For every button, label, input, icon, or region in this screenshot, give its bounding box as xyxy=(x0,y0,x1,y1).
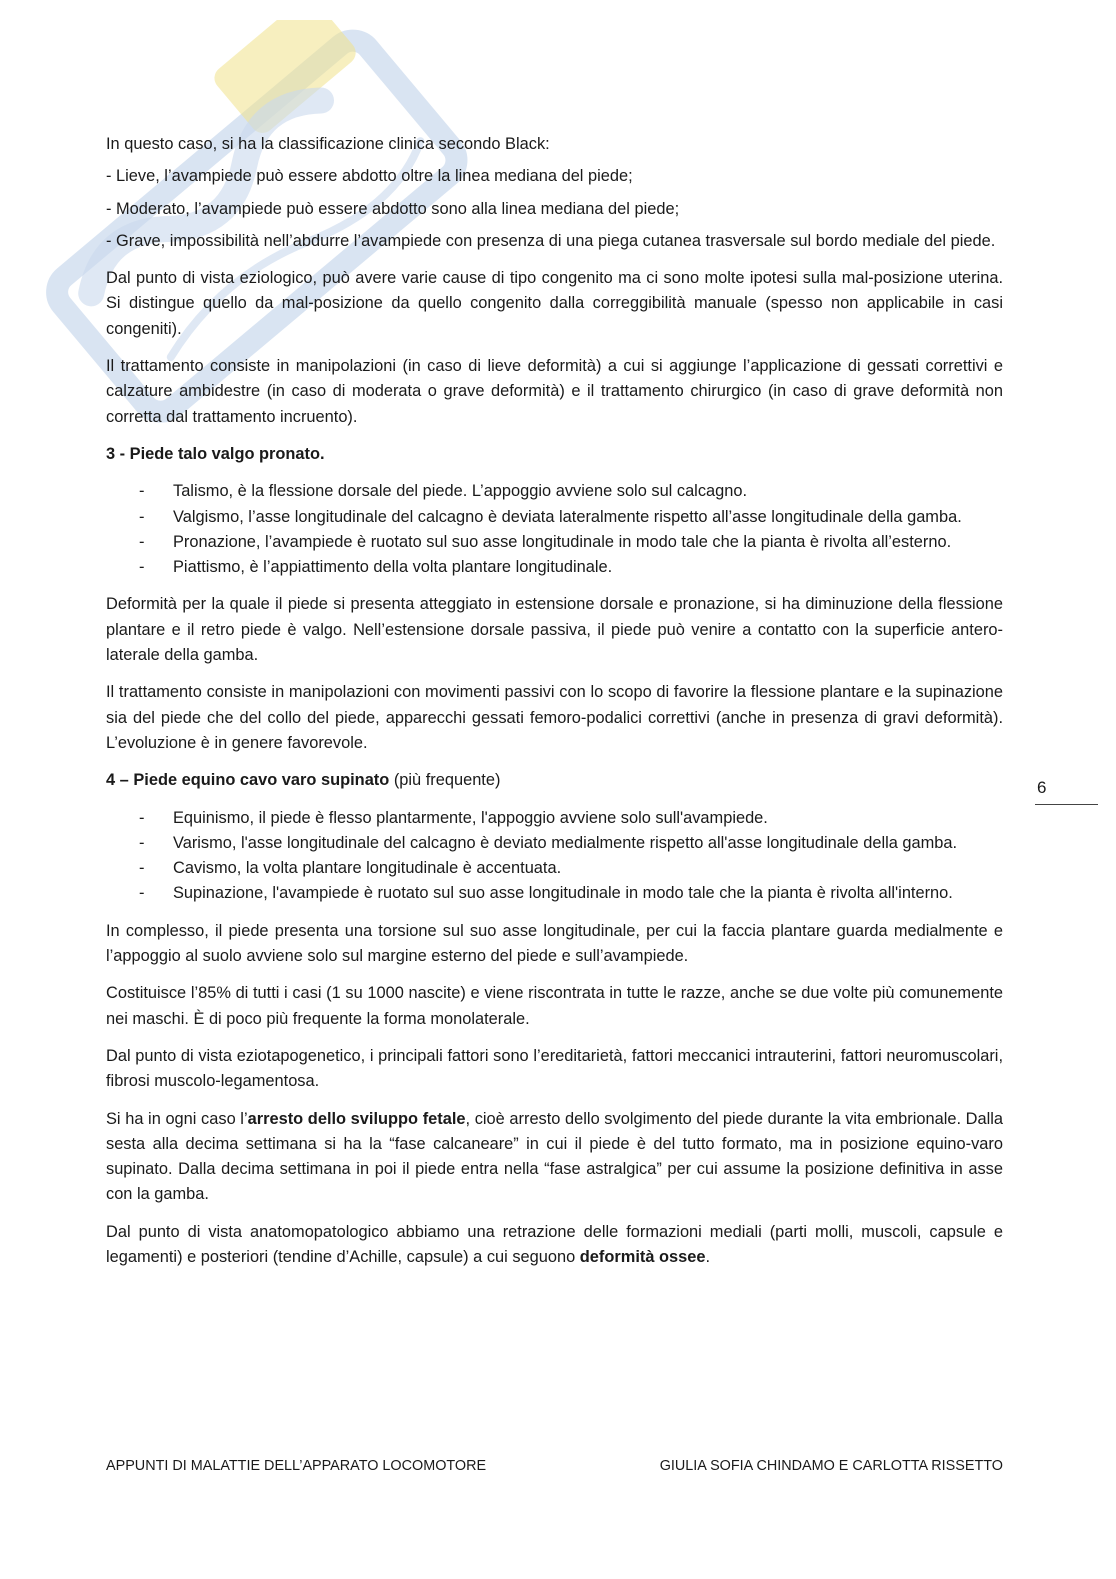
paragraph-anatomopatologico: Dal punto di vista anatomopatologico abbiamo una retrazione delle formazioni mediali (parti molli, muscoli, capsule e legamenti) e posteriori (tendine d’Achille, capsule) a cui seguono deformità ossee. xyxy=(106,1222,1003,1266)
page-number-rule xyxy=(1035,804,1098,805)
list-dash: - xyxy=(139,808,145,827)
paragraph-eziologico: Dal punto di vista eziologico, può avere varie cause di tipo congenito ma ci sono molte ipotesi sulla mal-posizione uterina. Si distingue quello da mal-posizione da quello congenito dalla correggibilità manuale (spesso non applicabile in casi congeniti). xyxy=(106,269,1003,338)
list-dash: - xyxy=(139,833,145,852)
list-dash: - xyxy=(139,482,145,501)
intro-paragraph: In questo caso, si ha la classificazione clinica secondo Black: xyxy=(106,135,550,153)
section-4-list xyxy=(106,806,1003,907)
black-item-lieve: - Lieve, l’avampiede può essere abdotto oltre la linea mediana del piede; xyxy=(106,167,633,186)
list-item: - Varismo, l'asse longitudinale del calcagno è deviato medialmente rispetto all'asse longitudinale della gamba. xyxy=(106,831,1003,856)
list-dash: - xyxy=(139,532,145,551)
section-3-heading: 3 - Piede talo valgo pronato. xyxy=(106,444,325,463)
paragraph-eziotapogenetico: Dal punto di vista eziotapogenetico, i principali fattori sono l’ereditarietà, fattori meccanici intrauterini, fattori neuromuscolari, fibrosi muscolo-legamentosa. xyxy=(106,1046,1003,1091)
list-item: - Supinazione, l'avampiede è ruotato sul suo asse longitudinale in modo tale che la pianta è rivolta all'interno. xyxy=(106,881,1003,906)
list-item: - Valgismo, l’asse longitudinale del calcagno è deviata lateralmente rispetto all’asse longitudinale della gamba. xyxy=(106,505,1003,530)
list-dash: - xyxy=(139,507,145,526)
paragraph-arresto: Si ha in ogni caso l’arresto dello sviluppo fetale, cioè arresto dello svolgimento del piede durante la vita embrionale. Dalla sesta alla decima settimana si ha la “fase calcaneare” in cui il piede è del tutto formato, ma in posizione equino-varo supinato. Dalla decima settimana in poi il piede entra nella “fase astralgica” per cui assume la posizione definitiva in asse con la gamba. xyxy=(106,1109,1003,1204)
list-dash: - xyxy=(139,859,145,878)
black-item-grave: - Grave, impossibilità nell’abdurre l’avampiede con presenza di una piega cutanea trasversale sul bordo mediale del piede. xyxy=(106,231,996,250)
list-item: - Piattismo, è l’appiattimento della volta plantare longitudinale. xyxy=(106,555,1003,580)
section-4-heading: 4 – Piede equino cavo varo supinato (più frequente) xyxy=(106,771,501,790)
list-item: - Cavismo, la volta plantare longitudinale è accentuata. xyxy=(106,856,1003,881)
paragraph-costituisce: Costituisce l’85% di tutti i casi (1 su 1000 nascite) e viene riscontrata in tutte le razze, anche se due volte più comunemente nei maschi. È di poco più frequente la forma monolaterale. xyxy=(106,984,1003,1028)
section-3-list xyxy=(106,479,1003,580)
list-item: - Talismo, è la flessione dorsale del piede. L’appoggio avviene solo sul calcagno. xyxy=(106,479,1003,504)
paragraph-complesso: In complesso, il piede presenta una torsione sul suo asse longitudinale, per cui la faccia plantare guarda medialmente e l’appoggio al suolo avviene solo sul margine esterno del piede e sull’avampiede. xyxy=(106,921,1003,966)
paragraph-trattamento-talo: Il trattamento consiste in manipolazioni con movimenti passivi con lo scopo di favorire la flessione plantare e la supinazione sia del piede che del collo del piede, apparecchi gessati femoro-podalici correttivi (anche in presenza di gravi deformità). L’evoluzione è in genere favorevole. xyxy=(106,683,1003,752)
list-item: - Pronazione, l’avampiede è ruotato sul suo asse longitudinale in modo tale che la pianta è rivolta all’esterno. xyxy=(106,530,1003,555)
paragraph-trattamento: Il trattamento consiste in manipolazioni (in caso di lieve deformità) a cui si aggiunge l’applicazione di gessati correttivi e calzature ambidestre (in caso di moderata o grave deformità) e il trattamento chirurgico (in caso di grave deformità non corretta dal trattamento incruento). xyxy=(106,357,1003,426)
list-item: - Equinismo, il piede è flesso plantarmente, l'appoggio avviene solo sull'avampiede. xyxy=(106,806,1003,831)
page-body xyxy=(106,132,1003,1282)
footer-authors: GIULIA SOFIA CHINDAMO E CARLOTTA RISSETTO xyxy=(659,1458,1003,1474)
black-item-moderato: - Moderato, l’avampiede può essere abdotto sono alla linea mediana del piede; xyxy=(106,199,680,218)
list-dash: - xyxy=(139,884,145,903)
footer-course-title: APPUNTI DI MALATTIE DELL’APPARATO LOCOMOTORE xyxy=(106,1458,487,1474)
page-number: 6 xyxy=(1037,778,1047,797)
list-dash: - xyxy=(139,558,145,577)
paragraph-deformita: Deformità per la quale il piede si presenta atteggiato in estensione dorsale e pronazione, si ha diminuzione della flessione plantare e il retro piede è valgo. Nell’estensione dorsale passiva, il piede può venire a contatto con la superficie antero-laterale della gamba. xyxy=(106,595,1003,665)
